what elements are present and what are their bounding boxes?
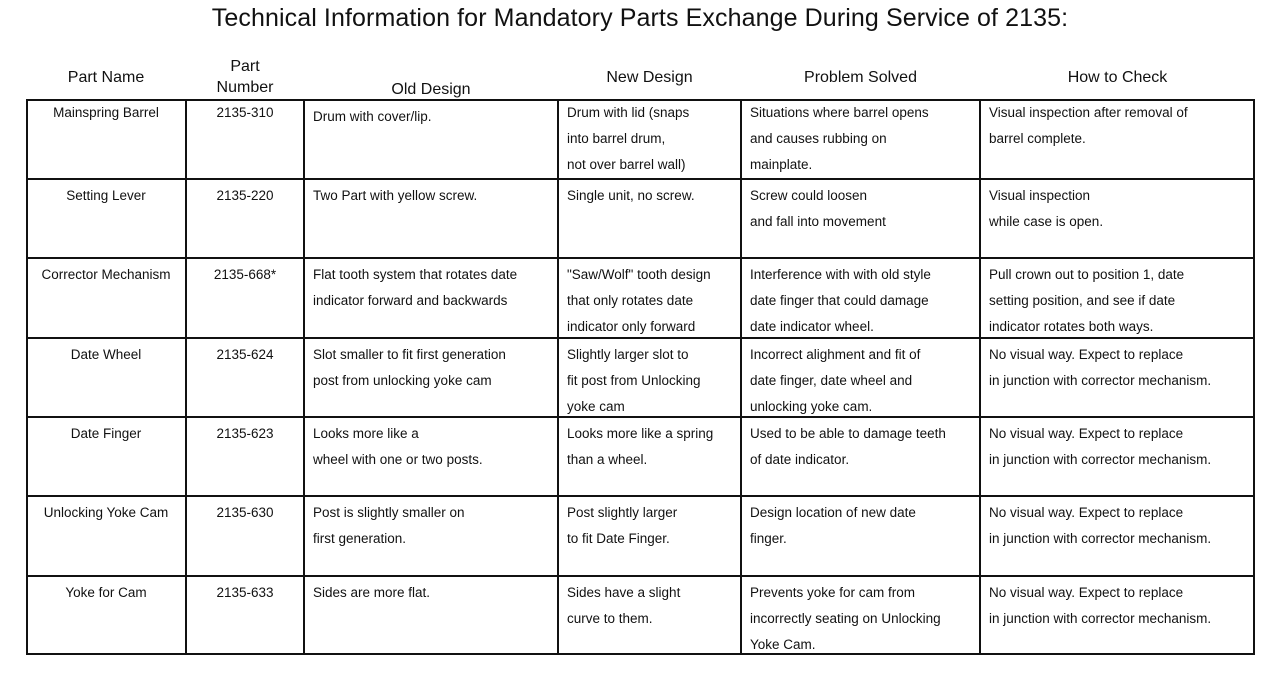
cell-line: wheel with one or two posts. [313,452,483,467]
cell-line: incorrectly seating on Unlocking [750,611,941,626]
table-cell-problem-solved [750,183,886,235]
cell-line: than a wheel. [567,452,648,467]
table-cell-new-design [567,183,695,209]
cell-line: Drum with lid (snaps [567,105,690,120]
cell-line: Pull crown out to position 1, date [989,267,1185,282]
cell-line: unlocking yoke cam. [750,399,873,414]
cell-line: to fit Date Finger. [567,531,670,546]
header-new-design: New Design [606,69,693,86]
cell-line: Slightly larger slot to [567,347,689,362]
row-divider [26,178,1255,180]
table-cell-part-number: 2135-623 [216,426,274,441]
table-cell-old-design [313,421,483,473]
header-how-to-check: How to Check [1067,69,1168,86]
cell-line: barrel complete. [989,131,1086,146]
cell-line: "Saw/Wolf" tooth design [567,267,711,282]
cell-line: mainplate. [750,157,813,172]
header-old-design: Old Design [391,81,471,98]
table-cell-how-to-check [989,183,1103,235]
table-cell-problem-solved [750,580,941,658]
table-cell-part-name: Date Wheel [70,347,142,362]
table-cell-new-design [567,100,689,178]
cell-line: in junction with corrector mechanism. [989,452,1212,467]
cell-line: Sides are more flat. [313,585,431,600]
table-cell-how-to-check [989,262,1184,340]
cell-line: Design location of new date [750,505,916,520]
table-cell-problem-solved [750,500,916,552]
table-cell-problem-solved [750,100,929,178]
cell-line: No visual way. Expect to replace [989,347,1184,362]
table-cell-part-name: Mainspring Barrel [53,105,159,120]
cell-line: and causes rubbing on [750,131,887,146]
table-cell-new-design [567,262,711,340]
table-cell-how-to-check [989,500,1211,552]
cell-line: No visual way. Expect to replace [989,426,1184,441]
cell-line: Situations where barrel opens [750,105,929,120]
cell-line: fit post from Unlocking [567,373,701,388]
table-cell-how-to-check [989,100,1188,152]
cell-line: Incorrect alighment and fit of [750,347,921,362]
cell-line: Used to be able to damage teeth [750,426,946,441]
table-cell-new-design [567,580,680,632]
header-part-name: Part Name [67,69,145,86]
cell-line: Single unit, no screw. [567,188,695,203]
header-problem-solved: Problem Solved [804,69,917,86]
table-cell-part-name: Setting Lever [66,188,146,203]
table-cell-part-number: 2135-310 [216,105,274,120]
cell-line: Visual inspection [989,188,1091,203]
cell-line: first generation. [313,531,407,546]
cell-line: indicator rotates both ways. [989,319,1154,334]
cell-line: post from unlocking yoke cam [313,373,492,388]
table-cell-new-design [567,342,701,420]
column-divider [979,99,981,655]
table-cell-part-name: Date Finger [70,426,142,441]
cell-line: into barrel drum, [567,131,666,146]
table-cell-old-design [313,104,432,130]
table-cell-how-to-check [989,421,1211,473]
cell-line: date finger that could damage [750,293,929,308]
cell-line: setting position, and see if date [989,293,1176,308]
cell-line: finger. [750,531,787,546]
table-cell-part-name: Unlocking Yoke Cam [43,505,169,520]
table-cell-new-design [567,421,713,473]
cell-line: and fall into movement [750,214,886,229]
table-cell-part-number: 2135-220 [216,188,274,203]
row-divider [26,495,1255,497]
cell-line: Yoke Cam. [750,637,816,652]
cell-line: while case is open. [989,214,1104,229]
table-cell-problem-solved [750,262,931,340]
header-part-number [186,56,304,98]
cell-line: Post slightly larger [567,505,678,520]
table-cell-part-name: Corrector Mechanism [41,267,171,282]
cell-line: Slot smaller to fit first generation [313,347,506,362]
table-cell-problem-solved [750,421,946,473]
table-cell-old-design [313,183,477,209]
cell-line: Two Part with yellow screw. [313,188,478,203]
table-cell-part-name: Yoke for Cam [65,585,147,600]
table-cell-old-design [313,500,465,552]
table-cell-part-number: 2135-633 [216,585,274,600]
cell-line: Flat tooth system that rotates date [313,267,518,282]
cell-line: indicator only forward [567,319,696,334]
cell-line: indicator forward and backwards [313,293,508,308]
cell-line: Drum with cover/lip. [313,109,432,124]
cell-line: in junction with corrector mechanism. [989,611,1212,626]
table-cell-how-to-check [989,580,1211,632]
cell-line: date finger, date wheel and [750,373,913,388]
document-title: Technical Information for Mandatory Parts Exchange During Service of 2135: [211,4,1069,32]
column-divider [557,99,559,655]
table-cell-old-design [313,580,430,606]
row-divider [26,257,1255,259]
cell-line: Visual inspection after removal of [989,105,1188,120]
table-cell-part-number: 2135-668* [213,267,277,282]
cell-line: that only rotates date [567,293,694,308]
cell-line: curve to them. [567,611,653,626]
header-part-number-line2: Number [216,79,274,96]
table-cell-part-number: 2135-624 [216,347,274,362]
table-cell-old-design [313,342,506,394]
cell-line: Looks more like a [313,426,419,441]
table-cell-part-number: 2135-630 [216,505,274,520]
cell-line: No visual way. Expect to replace [989,505,1184,520]
cell-line: in junction with corrector mechanism. [989,373,1212,388]
cell-line: not over barrel wall) [567,157,686,172]
column-divider [740,99,742,655]
table-cell-old-design [313,262,517,314]
cell-line: date indicator wheel. [750,319,874,334]
cell-line: Looks more like a spring [567,426,714,441]
table-cell-how-to-check [989,342,1211,394]
cell-line: Sides have a slight [567,585,681,600]
row-divider [26,575,1255,577]
cell-line: yoke cam [567,399,625,414]
cell-line: Prevents yoke for cam from [750,585,916,600]
cell-line: Post is slightly smaller on [313,505,465,520]
cell-line: Screw could loosen [750,188,868,203]
cell-line: in junction with corrector mechanism. [989,531,1212,546]
cell-line: No visual way. Expect to replace [989,585,1184,600]
table-cell-new-design [567,500,677,552]
header-part-number-line1: Part [230,58,260,75]
cell-line: of date indicator. [750,452,850,467]
table-cell-problem-solved [750,342,920,420]
cell-line: Interference with with old style [750,267,931,282]
